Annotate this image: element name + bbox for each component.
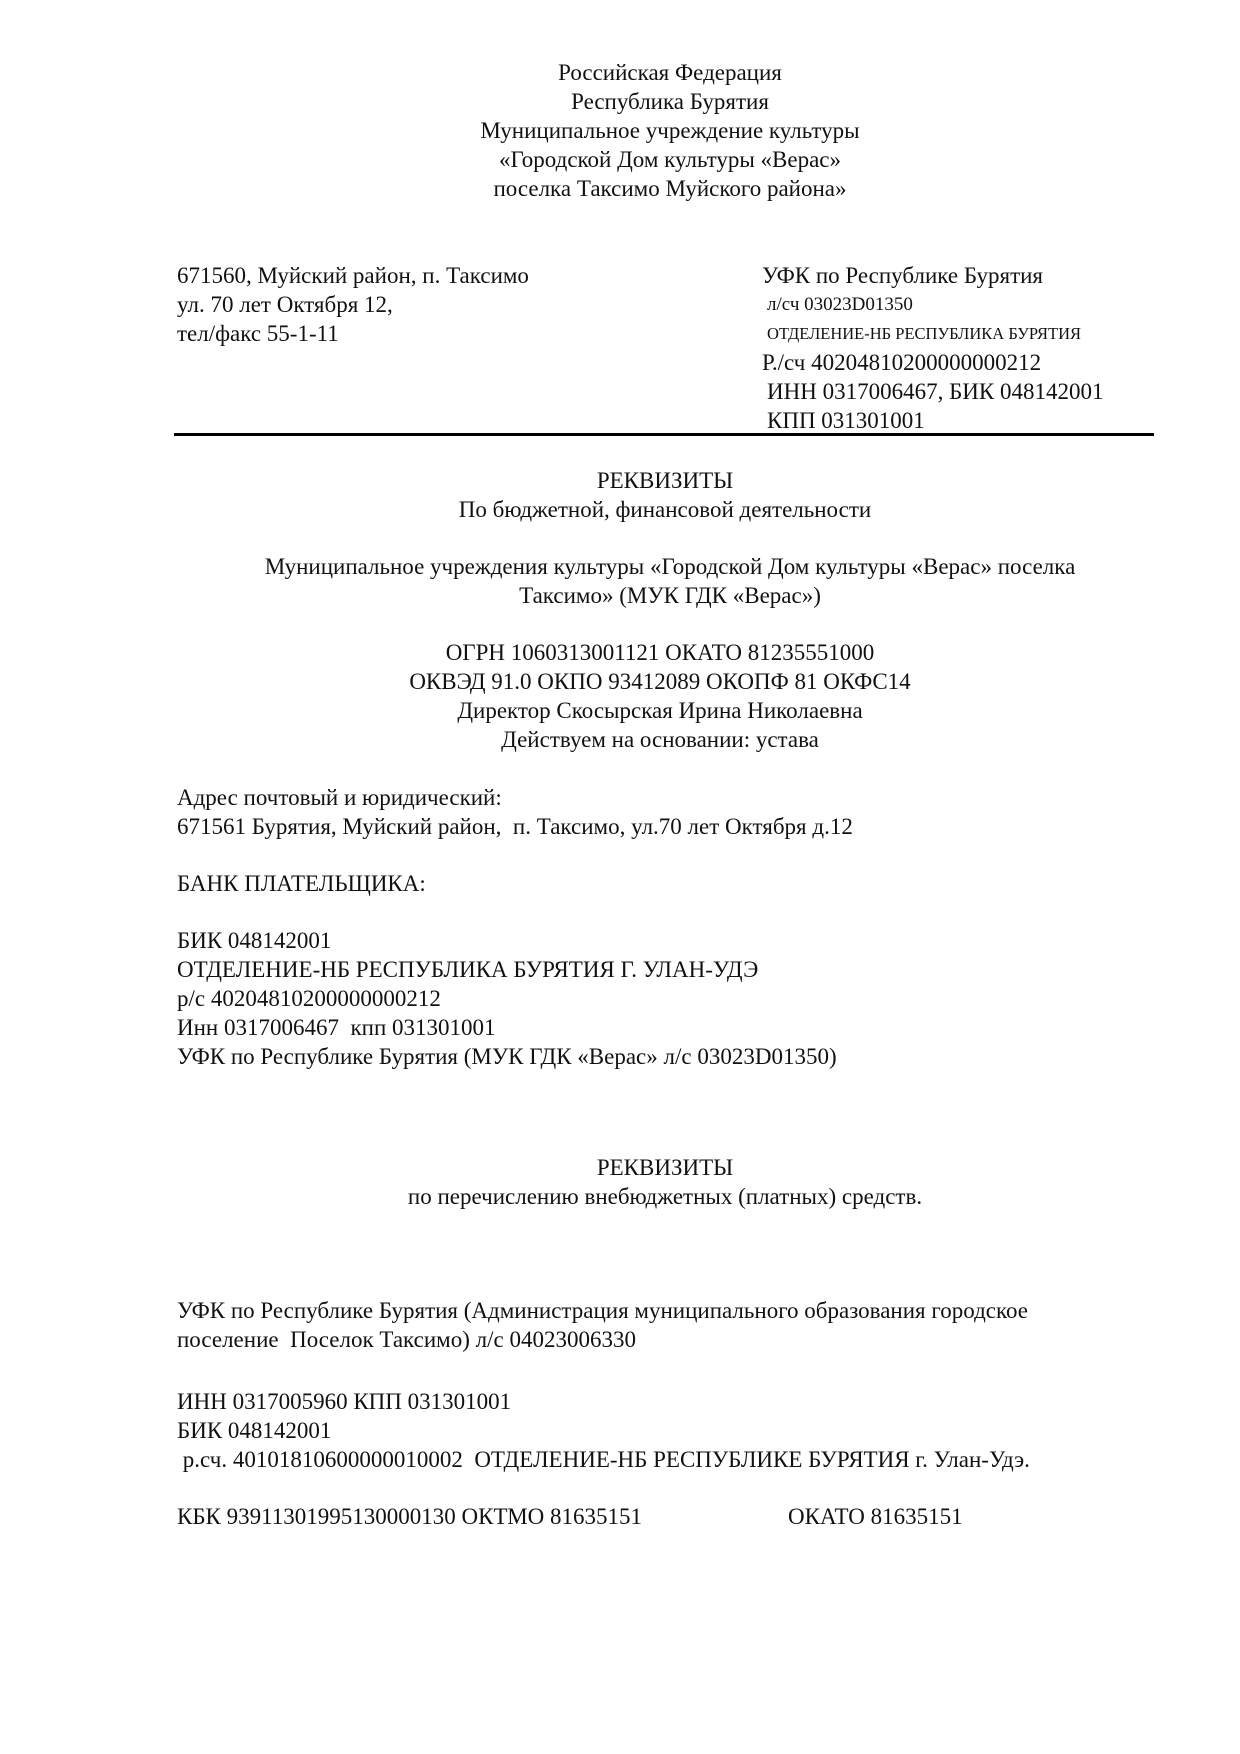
org-name-line-1: Муниципальное учреждения культуры «Городской Дом культуры «Верас» поселка <box>264 554 1076 579</box>
payer-bank-heading <box>177 869 1177 898</box>
address-line-postal: 671560, Муйский район, п. Таксимо <box>177 263 529 288</box>
address-value: 671561 Бурятия, Муйский район, п. Таксимо, ул.70 лет Октября д.12 <box>177 814 853 839</box>
payer-bank-details <box>177 926 1177 1071</box>
sender-address <box>177 261 647 348</box>
header-institution-name: «Городской Дом культуры «Верас» <box>499 147 841 172</box>
bank-inn-bik: ИНН 0317006467, БИК 048142001 <box>767 379 1104 404</box>
offbudget-ufk-line-2: поселение Поселок Таксимо) л/с 04023006330 <box>177 1327 636 1352</box>
header-republic: Республика Бурятия <box>571 89 769 114</box>
organization-full-name <box>200 552 1140 610</box>
codes-ogrn-okato: ОГРН 1060313001121 ОКАТО 81235551000 <box>445 640 875 665</box>
bank-settlement-account: Р./сч 40204810200000000212 <box>762 350 1042 375</box>
address-line-phone: тел/факс 55-1-11 <box>177 321 339 346</box>
bank-details-header <box>762 261 1182 435</box>
offbudget-account: р.сч. 40101810600000010002 ОТДЕЛЕНИЕ-НБ РЕСПУБЛИКЕ БУРЯТИЯ г. Улан-Удэ. <box>177 1447 1030 1472</box>
offbudget-bank-details <box>177 1387 1177 1474</box>
offbudget-bik: БИК 048142001 <box>177 1418 332 1443</box>
payer-bank-name: ОТДЕЛЕНИЕ-НБ РЕСПУБЛИКА БУРЯТИЯ Г. УЛАН-УДЭ <box>177 957 759 982</box>
bank-ufk: УФК по Республике Бурятия <box>762 263 1044 288</box>
payer-ufk: УФК по Республике Бурятия (МУК ГДК «Верас» л/с 03023D01350) <box>177 1044 837 1069</box>
section1-subtitle: По бюджетной, финансовой деятельности <box>458 497 872 522</box>
payer-bik: БИК 048142001 <box>177 928 332 953</box>
org-name-line-2: Таксимо» (МУК ГДК «Верас») <box>519 583 821 608</box>
registration-codes <box>380 638 940 754</box>
header-location: поселка Таксимо Муйского района» <box>493 176 847 201</box>
bank-branch: ОТДЕЛЕНИЕ-НБ РЕСПУБЛИКА БУРЯТИЯ <box>767 324 1082 343</box>
section1-title: РЕКВИЗИТЫ <box>596 468 734 493</box>
header-divider <box>174 433 1154 436</box>
offbudget-ufk-line-1: УФК по Республике Бурятия (Администрация муниципального образования городское <box>177 1298 1028 1323</box>
payer-inn-kpp: Инн 0317006467 кпп 031301001 <box>177 1015 496 1040</box>
section2-title: РЕКВИЗИТЫ <box>596 1155 734 1180</box>
legal-basis: Действуем на основании: устава <box>501 727 819 752</box>
section2-subtitle: по перечислению внебюджетных (платных) средств. <box>407 1184 923 1209</box>
okato-code: ОКАТО 81635151 <box>788 1504 963 1529</box>
offbudget-inn-kpp: ИНН 0317005960 КПП 031301001 <box>177 1389 512 1414</box>
header-institution-type: Муниципальное учреждение культуры <box>480 118 860 143</box>
legal-address <box>177 783 1177 841</box>
kbk-oktmo: КБК 93911301995130000130 ОКТМО 81635151 <box>177 1504 643 1529</box>
bank-personal-account: л/сч 03023D01350 <box>767 294 913 315</box>
codes-okved-okpo: ОКВЭД 91.0 ОКПО 93412089 ОКОПФ 81 ОКФС14 <box>409 669 911 694</box>
payer-account: р/с 40204810200000000212 <box>177 986 441 1011</box>
bank-kpp: КПП 031301001 <box>767 408 925 433</box>
payer-bank-label: БАНК ПЛАТЕЛЬЩИКА: <box>177 871 426 896</box>
address-line-street: ул. 70 лет Октября 12, <box>177 292 393 317</box>
offbudget-ufk <box>177 1296 1177 1354</box>
header-country: Российская Федерация <box>558 60 782 85</box>
letterhead <box>290 58 1050 203</box>
address-label: Адрес почтовый и юридический: <box>177 785 502 810</box>
director-name: Директор Скосырская Ирина Николаевна <box>457 698 863 723</box>
offbudget-codes <box>177 1502 1177 1531</box>
